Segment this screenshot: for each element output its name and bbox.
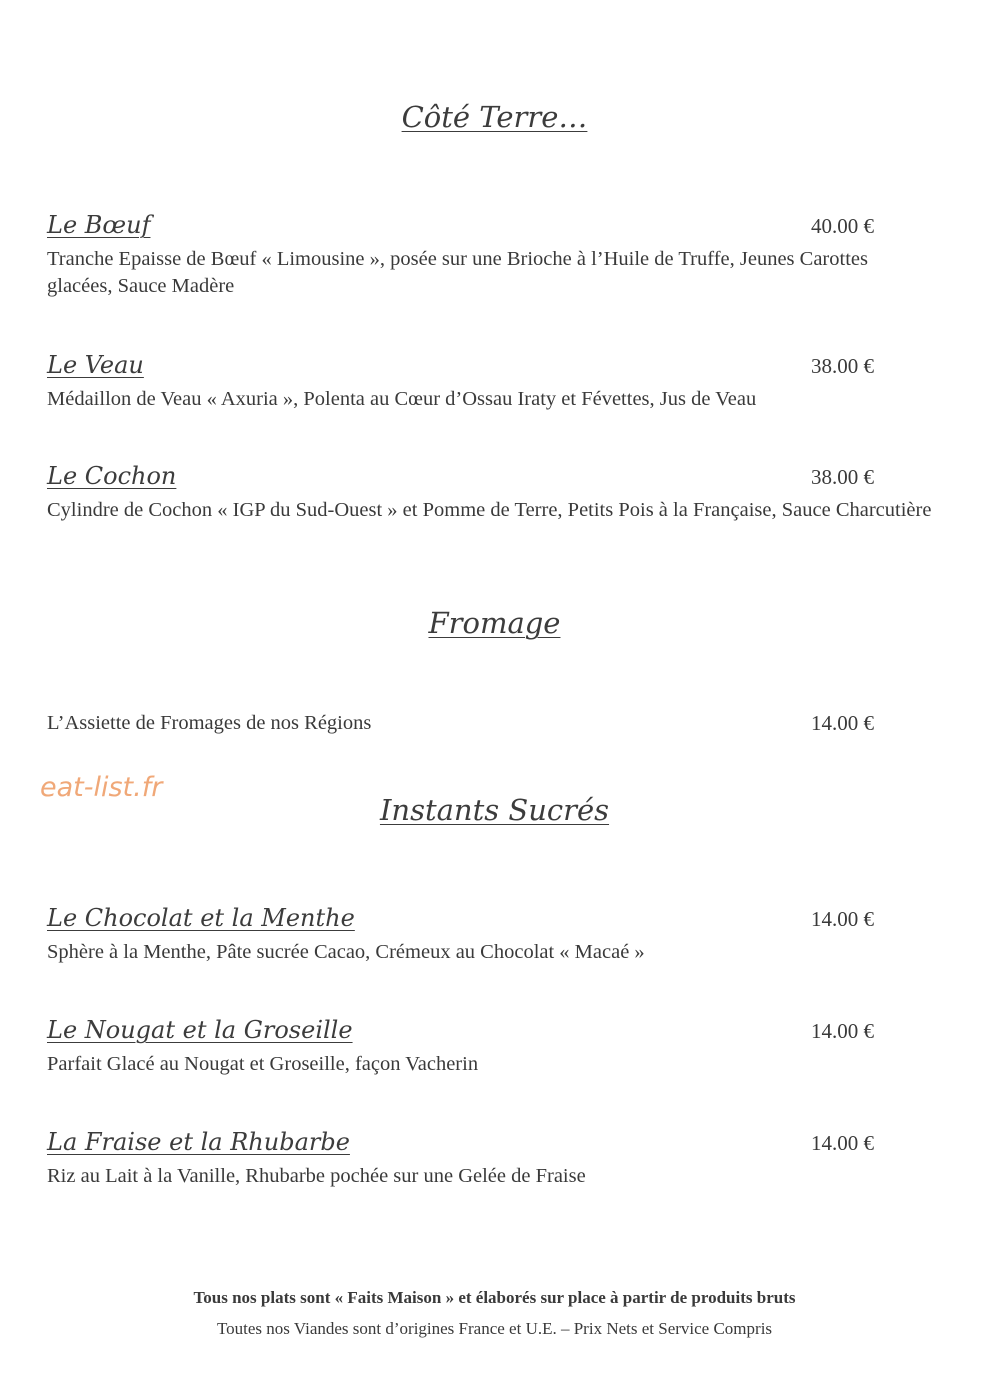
dish-description: Sphère à la Menthe, Pâte sucrée Cacao, Crémeux au Chocolat « Macaé » — [47, 941, 645, 963]
dish-price: 14.00 € — [811, 711, 874, 735]
dish-veau — [47, 350, 937, 413]
dish-name: Le Cochon — [47, 462, 177, 490]
dish-name: Le Chocolat et la Menthe — [47, 904, 355, 932]
dish-boeuf — [47, 210, 937, 300]
dish-name: La Fraise et la Rhubarbe — [47, 1128, 350, 1156]
dish-description: Médaillon de Veau « Axuria », Polenta au Cœur d’Ossau Iraty et Févettes, Jus de Veau — [47, 388, 757, 410]
dish-cochon — [47, 461, 937, 524]
section-title-sucres: Instants Sucrés — [379, 793, 610, 827]
dish-description: Tranche Epaisse de Bœuf « Limousine », posée sur une Brioche à l’Huile de Truffe, Jeunes Carottes glacées, Sauce Madère — [47, 248, 868, 297]
dish-price: 14.00 € — [811, 1019, 874, 1043]
dish-price: 38.00 € — [811, 465, 874, 489]
footer-origines: Toutes nos Viandes sont d’origines France et U.E. – Prix Nets et Service Compris — [216, 1319, 773, 1338]
dish-description: Parfait Glacé au Nougat et Groseille, façon Vacherin — [47, 1053, 479, 1075]
dish-description: Riz au Lait à la Vanille, Rhubarbe pochée sur une Gelée de Fraise — [47, 1165, 586, 1187]
dish-nougat-groseille — [47, 1015, 937, 1078]
dish-name: Le Bœuf — [47, 211, 151, 239]
dish-chocolat-menthe — [47, 903, 937, 966]
watermark-logo: eat-list.fr — [40, 772, 163, 803]
section-title-fromage: Fromage — [428, 606, 561, 640]
footer-fait-maison: Tous nos plats sont « Faits Maison » et élaborés sur place à partir de produits bruts — [193, 1288, 796, 1307]
dish-price: 40.00 € — [811, 214, 874, 238]
dish-price: 14.00 € — [811, 1131, 874, 1155]
section-title-terre: Côté Terre… — [401, 100, 588, 134]
dish-price: 14.00 € — [811, 907, 874, 931]
dish-name: Le Nougat et la Groseille — [47, 1016, 353, 1044]
dish-name: Le Veau — [47, 351, 144, 379]
dish-name: L’Assiette de Fromages de nos Régions — [47, 712, 372, 734]
dish-price: 38.00 € — [811, 354, 874, 378]
dish-description: Cylindre de Cochon « IGP du Sud-Ouest » et Pomme de Terre, Petits Pois à la Française, Sauce Charcutière — [47, 499, 932, 521]
dish-fromages — [47, 709, 937, 737]
dish-fraise-rhubarbe — [47, 1127, 937, 1190]
